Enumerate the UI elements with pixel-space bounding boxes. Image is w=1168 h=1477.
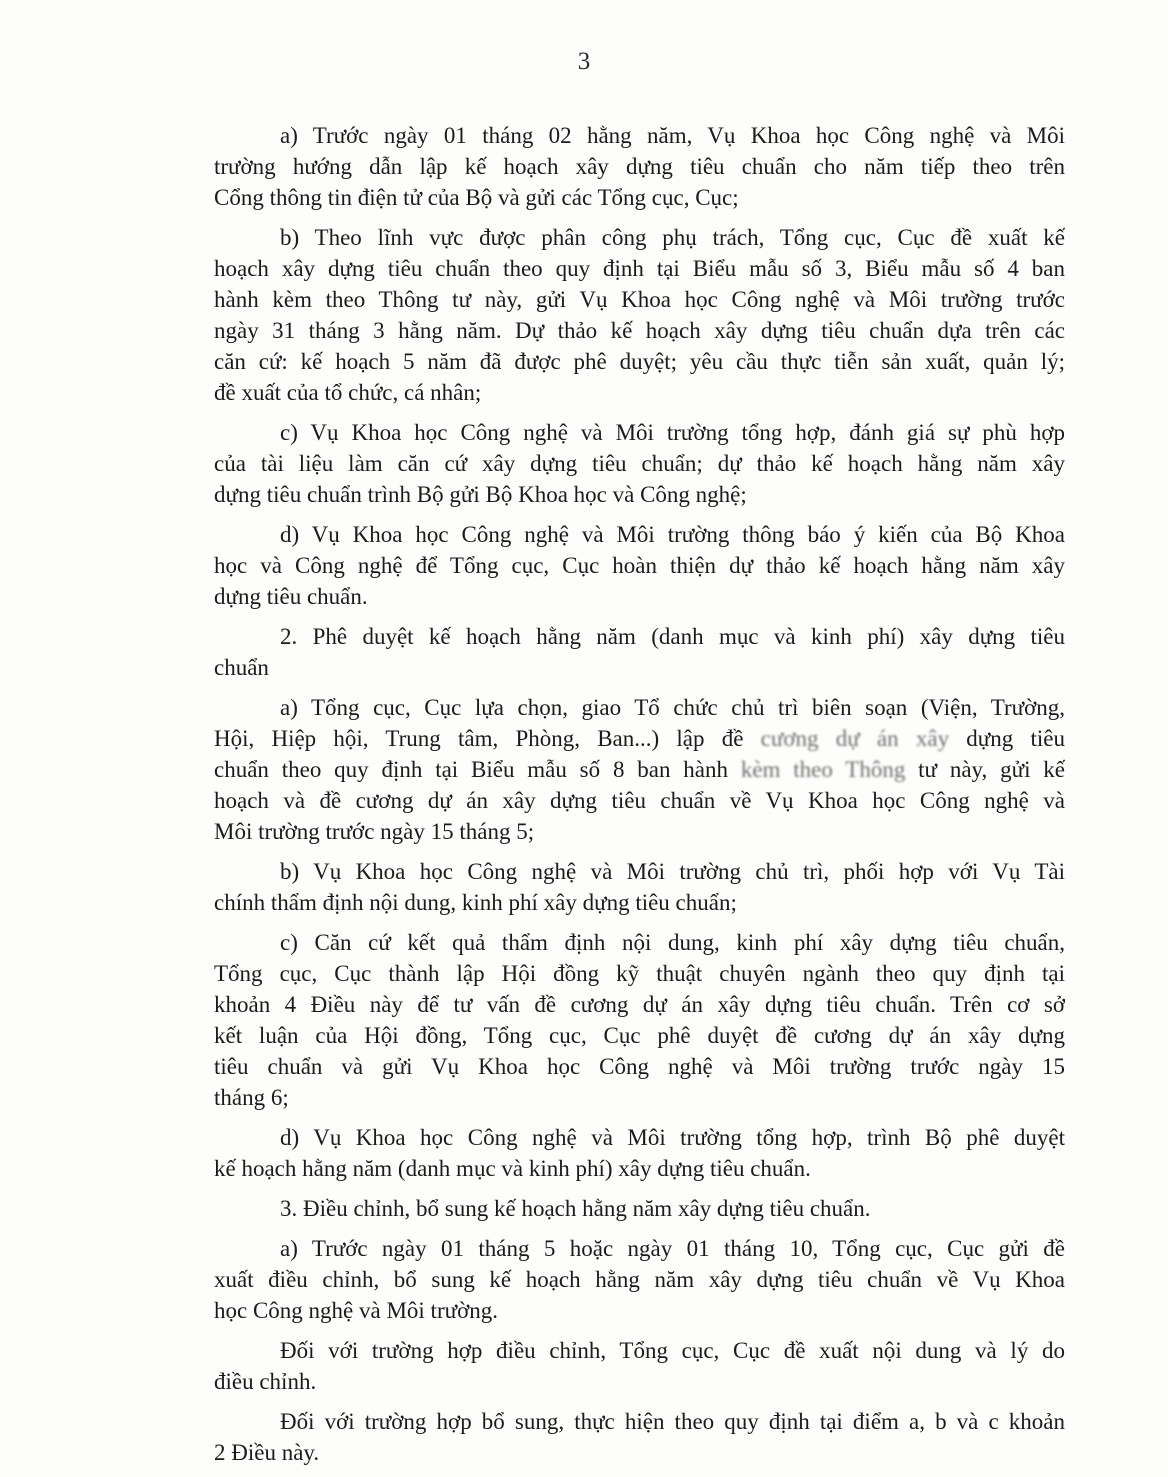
text-line: dựng tiêu chuẩn trình Bộ gửi Bộ Khoa học và Công nghệ; bbox=[214, 482, 747, 507]
text-line: a) Trước ngày 01 tháng 02 hằng năm, Vụ Khoa học Công nghệ và Môi bbox=[280, 123, 1065, 148]
clause-3a bbox=[214, 1233, 1065, 1326]
text-line: b) Theo lĩnh vực được phân công phụ trách, Tổng cục, Cục đề xuất kế bbox=[280, 225, 1065, 250]
text-line: Đối với trường hợp điều chỉnh, Tổng cục, Cục đề xuất nội dung và lý do bbox=[280, 1338, 1065, 1363]
text-line bbox=[214, 754, 1065, 785]
text-line: trường hướng dẫn lập kế hoạch xây dựng tiêu chuẩn cho năm tiếp theo trên bbox=[214, 154, 1065, 179]
clause-3-supplement-note bbox=[214, 1406, 1065, 1468]
text-line: chính thẩm định nội dung, kinh phí xây dựng tiêu chuẩn; bbox=[214, 890, 737, 915]
text-segment: Hội, Hiệp hội, Trung tâm, Phòng, Ban...) lập đề bbox=[214, 726, 761, 751]
text-line: hoạch xây dựng tiêu chuẩn theo quy định tại Biểu mẫu số 3, Biểu mẫu số 4 ban bbox=[214, 256, 1065, 281]
clause-2d bbox=[214, 1122, 1065, 1184]
text-line: Cổng thông tin điện tử của Bộ và gửi các Tổng cục, Cục; bbox=[214, 185, 739, 210]
text-line: a) Trước ngày 01 tháng 5 hoặc ngày 01 tháng 10, Tổng cục, Cục gửi đề bbox=[280, 1236, 1065, 1261]
clause-1d bbox=[214, 519, 1065, 612]
clause-2c bbox=[214, 927, 1065, 1113]
degraded-text: kèm theo Thông bbox=[740, 757, 906, 782]
document-body bbox=[214, 120, 1065, 1477]
text-line: học Công nghệ và Môi trường. bbox=[214, 1298, 498, 1323]
text-line: chuẩn bbox=[214, 655, 269, 680]
text-line: Môi trường trước ngày 15 tháng 5; bbox=[214, 819, 535, 844]
text-line: xuất điều chỉnh, bổ sung kế hoạch hằng năm xây dựng tiêu chuẩn về Vụ Khoa bbox=[214, 1267, 1065, 1292]
text-line: ngày 31 tháng 3 hằng năm. Dự thảo kế hoạch xây dựng tiêu chuẩn dựa trên các bbox=[214, 318, 1065, 343]
text-line: 3. Điều chỉnh, bổ sung kế hoạch hằng năm xây dựng tiêu chuẩn. bbox=[280, 1196, 871, 1221]
text-line: tiêu chuẩn và gửi Vụ Khoa học Công nghệ và Môi trường trước ngày 15 bbox=[214, 1054, 1065, 1079]
text-line: dựng tiêu chuẩn. bbox=[214, 584, 368, 609]
clause-2b bbox=[214, 856, 1065, 918]
text-line: căn cứ: kế hoạch 5 năm đã được phê duyệt; yêu cầu thực tiễn sản xuất, quản lý; bbox=[214, 349, 1065, 374]
clause-3-adjustment-note bbox=[214, 1335, 1065, 1397]
text-segment: dựng tiêu bbox=[949, 726, 1065, 751]
text-line: c) Căn cứ kết quả thẩm định nội dung, kinh phí xây dựng tiêu chuẩn, bbox=[280, 930, 1065, 955]
text-line: hành kèm theo Thông tư này, gửi Vụ Khoa học Công nghệ và Môi trường trước bbox=[214, 287, 1065, 312]
text-line: hoạch và đề cương dự án xây dựng tiêu chuẩn về Vụ Khoa học Công nghệ và bbox=[214, 788, 1065, 813]
text-line: của tài liệu làm căn cứ xây dựng tiêu chuẩn; dự thảo kế hoạch hằng năm xây bbox=[214, 451, 1065, 476]
text-line: kết luận của Hội đồng, Tổng cục, Cục phê duyệt đề cương dự án xây dựng bbox=[214, 1023, 1065, 1048]
section-3-heading bbox=[214, 1193, 1065, 1224]
clause-1c bbox=[214, 417, 1065, 510]
text-line: học và Công nghệ để Tổng cục, Cục hoàn thiện dự thảo kế hoạch hằng năm xây bbox=[214, 553, 1065, 578]
text-segment: chuẩn theo quy định tại Biểu mẫu số 8 ban hành bbox=[214, 757, 741, 782]
page-number: 3 bbox=[577, 48, 591, 75]
text-line: d) Vụ Khoa học Công nghệ và Môi trường tổng hợp, trình Bộ phê duyệt bbox=[280, 1125, 1065, 1150]
text-line: 2. Phê duyệt kế hoạch hằng năm (danh mục và kinh phí) xây dựng tiêu bbox=[280, 624, 1065, 649]
text-line bbox=[214, 723, 1065, 754]
text-line: b) Vụ Khoa học Công nghệ và Môi trường chủ trì, phối hợp với Vụ Tài bbox=[280, 859, 1065, 884]
clause-1a bbox=[214, 120, 1065, 213]
text-line: c) Vụ Khoa học Công nghệ và Môi trường tổng hợp, đánh giá sự phù hợp bbox=[280, 420, 1065, 445]
degraded-text: cương dự án xây bbox=[760, 726, 950, 751]
text-line: d) Vụ Khoa học Công nghệ và Môi trường thông báo ý kiến của Bộ Khoa bbox=[280, 522, 1065, 547]
text-line: đề xuất của tổ chức, cá nhân; bbox=[214, 380, 482, 405]
text-line: a) Tổng cục, Cục lựa chọn, giao Tổ chức chủ trì biên soạn (Viện, Trường, bbox=[280, 695, 1065, 720]
text-line: Tổng cục, Cục thành lập Hội đồng kỹ thuật chuyên ngành theo quy định tại bbox=[214, 961, 1065, 986]
clause-1b bbox=[214, 222, 1065, 408]
section-2-heading bbox=[214, 621, 1065, 683]
text-line: Đối với trường hợp bổ sung, thực hiện theo quy định tại điểm a, b và c khoản bbox=[280, 1409, 1065, 1434]
text-line: khoản 4 Điều này để tư vấn đề cương dự án xây dựng tiêu chuẩn. Trên cơ sở bbox=[214, 992, 1065, 1017]
text-line: 2 Điều này. bbox=[214, 1440, 320, 1465]
text-line: kế hoạch hằng năm (danh mục và kinh phí) xây dựng tiêu chuẩn. bbox=[214, 1156, 811, 1181]
clause-2a bbox=[214, 692, 1065, 847]
text-line: tháng 6; bbox=[214, 1085, 289, 1110]
text-segment: tư này, gửi kế bbox=[905, 757, 1065, 782]
text-line: điều chỉnh. bbox=[214, 1369, 317, 1394]
